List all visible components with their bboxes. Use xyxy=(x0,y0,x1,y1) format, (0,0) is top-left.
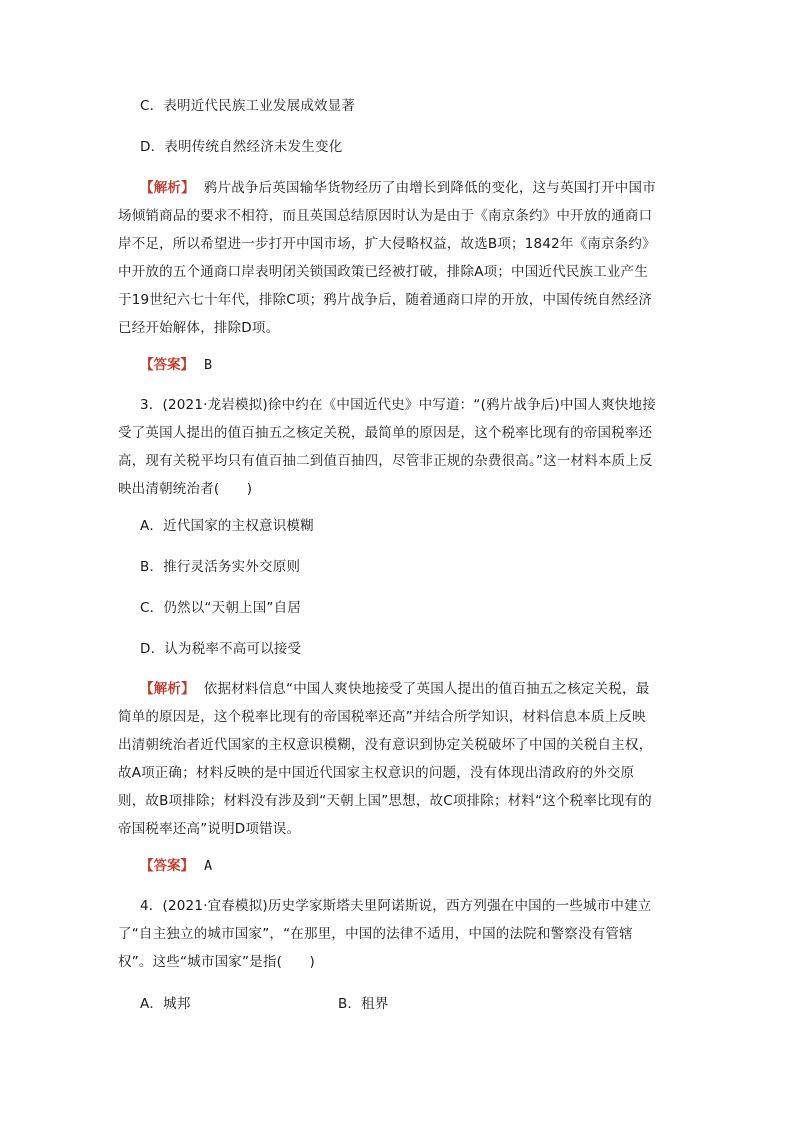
answer-tag: 【答案】 xyxy=(140,357,194,373)
q3-answer xyxy=(140,856,212,876)
q3-stem xyxy=(118,391,658,503)
q4-option-a: A．城邦 xyxy=(140,996,191,1012)
analysis-text: 鸦片战争后英国输华货物经历了由增长到降低的变化，这与英国打开中国市场倾销商品的要求不相符，而且英国总结原因时认为是由于《南京条约》中开放的通商口岸不足，所以希望进一步打开中国市场，扩大侵略权益，故选B项；1842年《南京条约》中开放的五个通商口岸表明闭关锁国政策已经被打破，排除A项；中国近代民族工业产生于19世纪六七十年代，排除C项；鸦片战争后，随着通商口岸的开放，中国传统自然经济已经开始解体，排除D项。 xyxy=(118,180,656,336)
q3-option-c: C．仍然以“天朝上国”自居 xyxy=(140,600,302,616)
analysis-text: 依据材料信息“中国人爽快地接受了英国人提出的值百抽五之核定关税，最简单的原因是，这个税率比现有的帝国税率还高”并结合所学知识，材料信息本质上反映出清朝统治者近代国家的主权意识模糊，没有意识到协定关税破坏了中国的关税自主权，故A项正确；材料反映的是中国近代国家主权意识的问题，没有体现出清政府的外交原则，故B项排除；材料没有涉及到“天朝上国”思想，故C项排除；材料“这个税率比现有的帝国税率还高”说明D项错误。 xyxy=(118,681,653,837)
q3-option-d: D．认为税率不高可以接受 xyxy=(140,641,302,657)
q3-option-a: A．近代国家的主权意识模糊 xyxy=(140,518,314,534)
q2-option-d: D．表明传统自然经济未发生变化 xyxy=(140,139,343,155)
q3-analysis xyxy=(118,675,658,843)
q2-analysis xyxy=(118,174,658,342)
q4-stem xyxy=(118,892,658,976)
analysis-tag: 【解析】 xyxy=(140,180,195,196)
answer-value: B xyxy=(204,357,213,373)
analysis-tag: 【解析】 xyxy=(140,681,195,697)
q2-answer xyxy=(140,355,212,375)
answer-tag: 【答案】 xyxy=(140,858,194,874)
q2-option-c: C．表明近代民族工业发展成效显著 xyxy=(140,98,356,114)
question-stem: 4．(2021·宜春模拟)历史学家斯塔夫里阿诺斯说，西方列强在中国的一些城市中建立了“自主独立的城市国家”，“在那里，中国的法律不适用，中国的法院和警察没有管辖权”。这些“城市国家”是指( ) xyxy=(118,898,652,970)
q3-option-b: B．推行灵活务实外交原则 xyxy=(140,559,301,575)
question-stem: 3．(2021·龙岩模拟)徐中约在《中国近代史》中写道：“(鸦片战争后)中国人爽快地接受了英国人提出的值百抽五之核定关税，最简单的原因是，这个税率比现有的帝国税率还高，现有关税平均只有值百抽二到值百抽四，尽管非正规的杂费很高。”这一材料本质上反映出清朝统治者( ) xyxy=(118,397,656,497)
answer-value: A xyxy=(204,858,213,874)
q4-option-b: B．租界 xyxy=(338,996,389,1012)
